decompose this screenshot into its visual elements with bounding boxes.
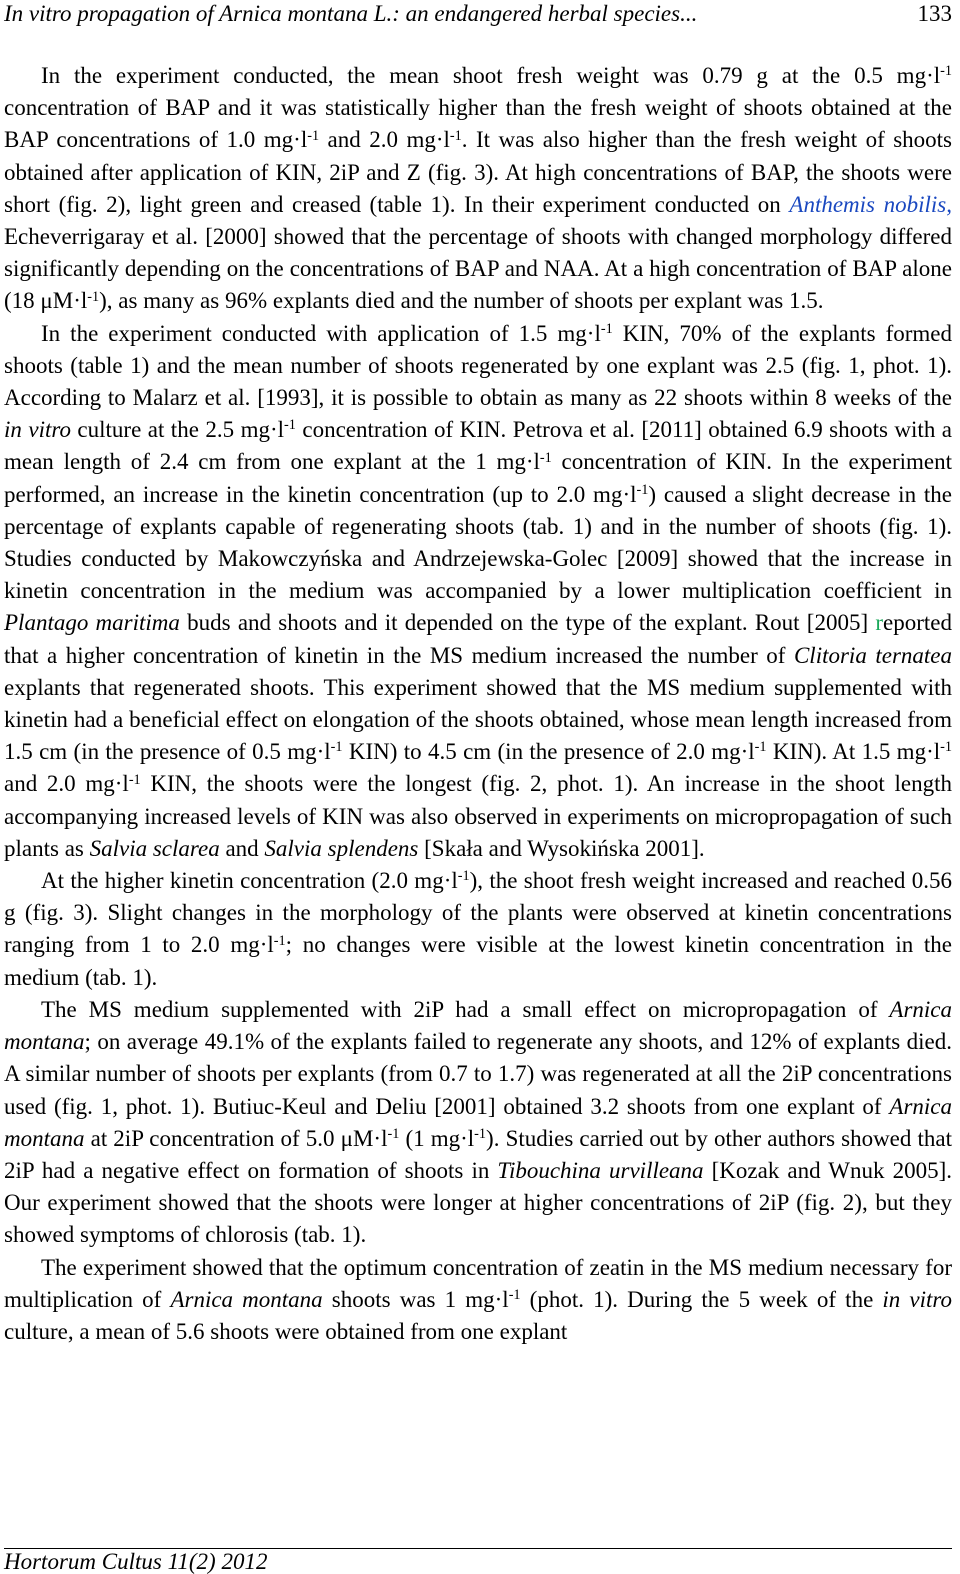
article-body [4, 60, 952, 1348]
page-number: 133 [917, 1, 952, 26]
species-name: Clitoria ternatea [793, 642, 952, 668]
species-name: Salvia sclarea [89, 835, 220, 861]
paragraph-kinetin-weight: At the higher kinetin concentration (2.0 $mg\cdot l^{-1}$), the shoot fresh weight increased and reached 0.56 g (fig. 3). Slight changes in the morphology of the plants were observed at kinetin concentrations ranging from 1 to 2.0 $mg\cdot l^{-1}$; no changes were visible at the lowest kinetin concentration in the medium (tab. 1). [4, 868, 953, 990]
species-name: Anthemis nobilis, [789, 191, 952, 217]
journal-footer: Hortorum Cultus 11(2) 2012 [4, 1549, 268, 1574]
running-title: In vitro propagation of Arnica montana L.: an endangered herbal species... [4, 1, 698, 26]
species-name: Plantago maritima [4, 610, 180, 636]
species-name: Tibouchina urvilleana [497, 1157, 704, 1183]
paragraph-bap: In the experiment conducted, the mean shoot fresh weight was 0.79 g at the 0.5 $mg\cdot l^{-1}$ concentration of BAP and it was statistically higher than the fresh weight of shoots obtained at the BAP concentrations of 1.0 $mg\cdot l^{-1}$ and 2.0 $mg\cdot l^{-1}$. It was also higher than the fresh weight of shoots obtained after application of KIN, 2iP and Z (fig. 3). At high concentrations of BAP, the shoots were short (fig. 2), light green and creased (table 1). In their experiment conducted on Anthemis nobilis, Echeverrigaray et al. [2000] showed that the percentage of shoots with changed morphology differed significantly depending on the concentrations of BAP and NAA. At a high concentration of BAP alone (18 $\mu M\cdot l^{-1}$), as many as 96% explants died and the number of shoots per explant was 1.5. [4, 63, 952, 314]
paragraph-kinetin: In the experiment conducted with application of 1.5 $mg\cdot l^{-1}$ KIN, 70% of the explants formed shoots (table 1) and the mean number of shoots regenerated by one explant was 2.5 (fig. 1, phot. 1). According to Malarz et al. [1993], it is possible to obtain as many as 22 shoots within 8 weeks of the in vitro culture at the 2.5 $mg\cdot l^{-1}$ concentration of KIN. Petrova et al. [2011] obtained 6.9 shoots with a mean length of 2.4 cm from one explant at the 1 $mg\cdot l^{-1}$ concentration of KIN. In the experiment performed, an increase in the kinetin concentration (up to 2.0 $mg\cdot l^{-1}$) caused a slight decrease in the percentage of explants capable of regenerating shoots (tab. 1) and in the number of shoots (fig. 1). Studies conducted by Makowczyńska and Andrzejewska-Golec [2009] showed that the increase in kinetin concentration in the medium was accompanied by a lower multiplication coefficient in Plantago maritima buds and shoots and it depended on the type of the explant. Rout [2005] reported that a higher concentration of kinetin in the MS medium increased the number of Clitoria ternatea explants that regenerated shoots. This experiment showed that the MS medium supplemented with kinetin had a beneficial effect on elongation of the shoots obtained, whose mean length increased from 1.5 cm (in the presence of 0.5 $mg\cdot l^{-1}$ KIN) to 4.5 cm (in the presence of 2.0 $mg\cdot l^{-1}$ KIN). At 1.5 $mg\cdot l^{-1}$ and 2.0 $mg\cdot l^{-1}$ KIN, the shoots were the longest (fig. 2, phot. 1). An increase in the shoot length accompanying increased levels of KIN was also observed in experiments on micropropagation of such plants as Salvia sclarea and Salvia splendens [Skała and Wysokińska 2001]. [4, 320, 952, 861]
species-name: Arnica montana [4, 996, 952, 1055]
paragraph-zeatin: The experiment showed that the optimum concentration of zeatin in the MS medium necessary for multiplication of Arnica montana shoots was 1 $mg\cdot l^{-1}$ (phot. 1). During the 5 week of the in vitro culture, a mean of 5.6 shoots were obtained from one explant [4, 1254, 953, 1344]
species-name: Arnica montana [4, 1093, 952, 1151]
paragraph-2ip: The MS medium supplemented with 2iP had a small effect on micropropagation of Arnica montana; on average 49.1% of the explants failed to regenerate any shoots, and 12% of explants died. A similar number of shoots per explants (from 0.7 to 1.7) was regenerated at all the 2iP concentrations used (fig. 1, phot. 1). Butiuc-Keul and Deliu [2001] obtained 3.2 shoots from one explant of Arnica montana at 2iP concentration of 5.0 $\mu M\cdot l^{-1}$ (1 $mg\cdot l^{-1}$). Studies carried out by other authors showed that 2iP had a negative effect on formation of shoots in Tibouchina urvilleana [Kozak and Wnuk 2005]. Our experiment showed that the shoots were longer at higher concentrations of 2iP (fig. 2), but they showed symptoms of chlorosis (tab. 1). [4, 996, 952, 1248]
species-name: Arnica montana [170, 1286, 323, 1312]
running-header [0, 0, 960, 32]
species-name: Salvia splendens [264, 835, 419, 861]
